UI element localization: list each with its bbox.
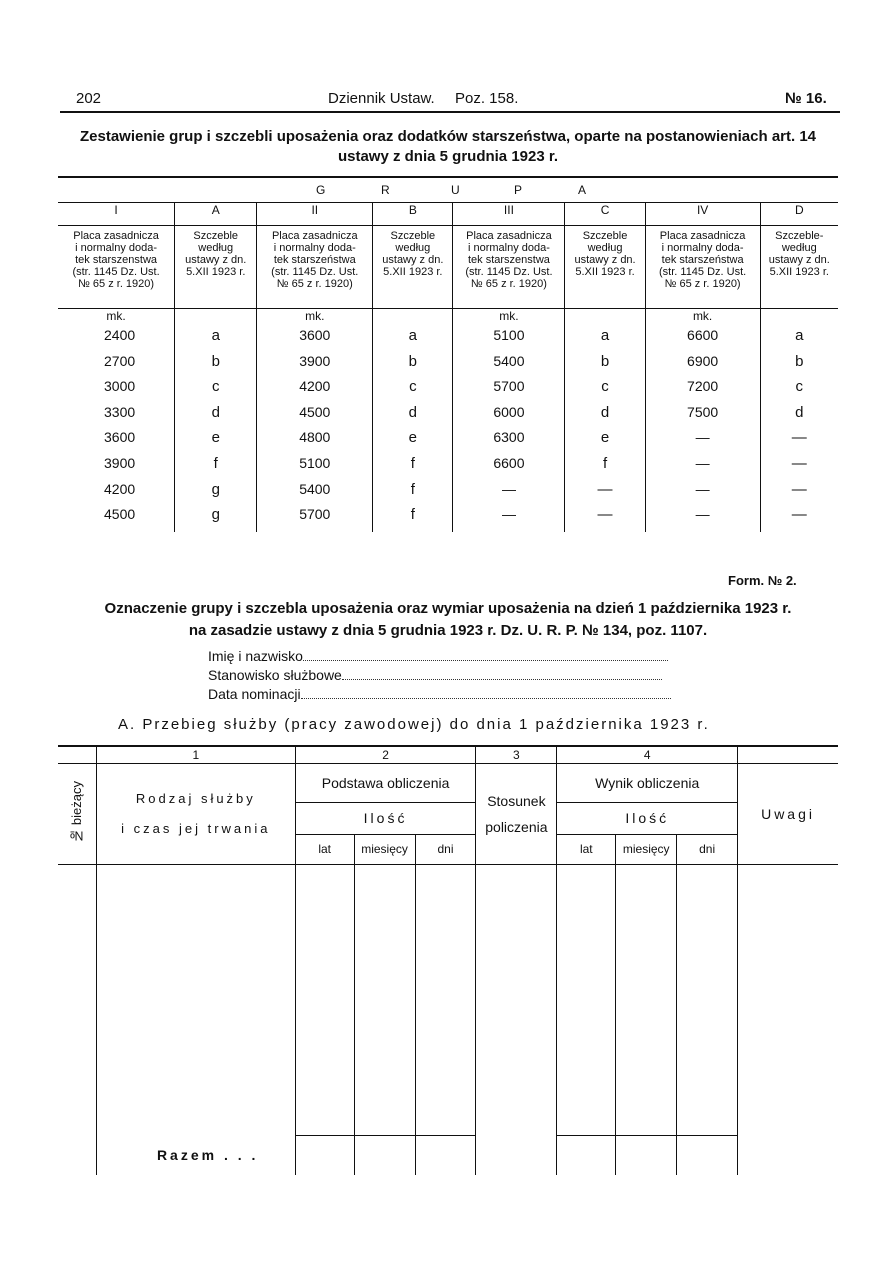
cell-text: i normalny doda- <box>75 242 158 254</box>
table-row <box>58 506 838 532</box>
unit-row <box>58 309 838 328</box>
table-cell <box>616 865 677 1136</box>
cell-text: Szczeble <box>390 230 436 242</box>
table-cell: 6300 <box>453 429 565 455</box>
cell-text: (str. 1145 Dz. Ust. <box>465 266 553 278</box>
table-cell: g <box>175 481 257 507</box>
basis-years: lat <box>295 834 354 864</box>
cell-text: 5.XII 1923 r. <box>575 266 635 278</box>
table-cell: c <box>373 378 453 404</box>
cell-text: Placa zasadnicza <box>466 230 552 242</box>
description-row <box>58 226 838 309</box>
table-cell: 6600 <box>453 455 565 481</box>
table-cell <box>738 746 838 764</box>
cell-text: według <box>781 242 817 254</box>
table-cell: — <box>645 429 760 455</box>
name-field <box>208 647 668 666</box>
table-cell: f <box>373 481 453 507</box>
table-cell: 5400 <box>453 353 565 379</box>
table-cell <box>738 865 838 1136</box>
position-number: Poz. 158. <box>455 90 519 107</box>
table-cell: 3900 <box>257 353 373 379</box>
cell-text: (str. 1145 Dz. Ust. <box>72 266 160 278</box>
cell-text: Placa zasadnicza <box>271 230 358 242</box>
cell-text: według <box>395 242 431 254</box>
desc-salary <box>645 226 760 309</box>
group-letter: A <box>578 183 587 197</box>
table-cell: 3000 <box>104 378 136 395</box>
name-line <box>303 660 668 661</box>
result-header: Wynik obliczenia <box>557 764 738 803</box>
table-cell: a <box>175 327 257 353</box>
table-cell <box>295 1135 354 1175</box>
table-cell: 4500 <box>104 506 136 523</box>
table-cell <box>738 1135 838 1175</box>
table-cell: — <box>760 506 838 532</box>
table-cell <box>557 865 616 1136</box>
col-header-a: A <box>175 203 257 226</box>
unit-label: mk. <box>453 309 565 328</box>
table-cell: e <box>565 429 645 455</box>
cell-text: № 65 z r. 1920) <box>78 278 155 290</box>
cell-text: ustawy z dn. <box>382 254 444 266</box>
table-cell: — <box>760 455 838 481</box>
form-title-line1: Oznaczenie grupy i szczebla uposażenia oraz wymiar uposażenia na dzień 1 października 1923 r. <box>104 600 792 617</box>
ratio-label-1: Stosunek <box>487 793 546 809</box>
table-cell: e <box>373 429 453 455</box>
service-label-2: i czas jej trwania <box>121 821 271 836</box>
table-cell: f <box>373 506 453 532</box>
cell-text: tek starszeństwa <box>273 254 356 266</box>
desc-salary <box>453 226 565 309</box>
table1-title: Zestawienie grup i szczebli uposażenia oraz dodatków starszeństwa, oparte na postanowieniach art. 14 ustawy z dnia 5 grudnia 1923 r. <box>79 128 817 165</box>
cell-text: według <box>198 242 234 254</box>
result-quantity: Ilość <box>557 802 738 834</box>
table-cell: — <box>565 506 645 532</box>
table-cell <box>354 1135 415 1175</box>
column-header-row <box>58 203 838 226</box>
table-cell: a <box>565 327 645 353</box>
ratio-label-2: policzenia <box>485 819 548 835</box>
cell-text: ustawy z dn. <box>185 254 247 266</box>
cell-text: i normalny doda- <box>661 242 744 254</box>
cell-text: (str. 1145 Dz. Ust. <box>659 266 747 278</box>
remarks-header: Uwagi <box>738 764 838 865</box>
position-field <box>208 666 662 685</box>
table-cell: f <box>175 455 257 481</box>
unit-label: mk. <box>645 309 760 328</box>
table-cell: 2400 <box>104 327 136 343</box>
table-cell: e <box>175 429 257 455</box>
col-header-ii: II <box>257 203 373 226</box>
unit-label: mk. <box>106 309 126 323</box>
table-cell <box>58 865 96 1136</box>
table-cell: 3300 <box>104 403 136 420</box>
table-cell: f <box>565 455 645 481</box>
table-cell: 3900 <box>104 454 136 471</box>
table-cell <box>677 865 738 1136</box>
desc-salary <box>58 226 175 309</box>
service-history-table <box>58 745 838 1175</box>
form-title-line2: na zasadzie ustawy z dnia 5 grudnia 1923 r. Dz. U. R. P. № 134, poz. 1107. <box>188 622 708 639</box>
cell-text: Placa zasadnicza <box>659 230 746 242</box>
table-row <box>58 327 838 353</box>
header-row-1 <box>58 764 838 803</box>
table-cell: c <box>175 378 257 404</box>
table-cell: 7500 <box>645 404 760 430</box>
table-cell <box>557 1135 616 1175</box>
table-cell <box>295 865 354 1136</box>
basis-quantity: Ilość <box>295 802 476 834</box>
body-row <box>58 865 838 1136</box>
nomination-label: Data nominacji <box>208 686 301 702</box>
header-rule <box>60 111 840 113</box>
table-row <box>58 404 838 430</box>
cell-text: tek starszenstwa <box>467 254 550 266</box>
desc-steps <box>175 226 257 309</box>
table-cell: 5100 <box>453 327 565 353</box>
table-cell: — <box>760 429 838 455</box>
table-cell: a <box>373 327 453 353</box>
col-number: 2 <box>295 746 476 764</box>
table-cell: 4800 <box>257 429 373 455</box>
lp-label: № bieżący <box>69 781 85 844</box>
cell-text: Szczeble <box>582 230 628 242</box>
form-number: Form. № 2. <box>728 573 797 588</box>
desc-steps <box>760 226 838 309</box>
table-cell <box>415 1135 476 1175</box>
cell-text: № 65 z r. 1920) <box>664 278 741 290</box>
table-cell: 2700 <box>104 352 136 369</box>
desc-steps <box>373 226 453 309</box>
cell-text: ustawy z dn. <box>768 254 830 266</box>
table-cell <box>415 865 476 1136</box>
service-header <box>96 764 295 865</box>
basis-days: dni <box>415 834 476 864</box>
cell-text: Szczeble <box>193 230 239 242</box>
table-cell: b <box>373 353 453 379</box>
col-header-c: C <box>565 203 645 226</box>
col-header-i: I <box>58 203 175 226</box>
col-number: 3 <box>476 746 557 764</box>
group-header <box>58 178 838 203</box>
result-years: lat <box>557 834 616 864</box>
table-cell: f <box>373 455 453 481</box>
table-row <box>58 378 838 404</box>
nomination-field <box>208 685 671 704</box>
table-cell: 4200 <box>104 480 136 497</box>
table-cell: 3600 <box>104 429 136 446</box>
cell-text: i normalny doda- <box>467 242 550 254</box>
desc-steps <box>565 226 645 309</box>
cell-text: 5.XII 1923 r. <box>186 266 246 278</box>
table-cell: 5400 <box>257 481 373 507</box>
cell-text: tek starszeństwa <box>661 254 744 266</box>
cell-text: (str. 1145 Dz. Ust. <box>271 266 359 278</box>
service-label-1: Rodzaj służby <box>135 791 256 806</box>
table-cell <box>476 1135 557 1175</box>
cell-text: № 65 z r. 1920) <box>470 278 547 290</box>
table-cell: — <box>453 481 565 507</box>
table-cell: 5700 <box>453 378 565 404</box>
table-cell <box>96 865 295 1136</box>
position-line <box>342 679 662 680</box>
table-cell: d <box>760 404 838 430</box>
position-label: Stanowisko służbowe <box>208 667 342 683</box>
cell-text: Placa zasadnicza <box>73 230 159 242</box>
table-cell: c <box>760 378 838 404</box>
table-cell: d <box>373 404 453 430</box>
table-cell: — <box>645 481 760 507</box>
table-cell <box>175 309 257 328</box>
table-cell: 4500 <box>257 404 373 430</box>
total-row <box>58 1135 838 1175</box>
cell-text: 5.XII 1923 r. <box>769 266 829 278</box>
journal-title: Dziennik Ustaw. <box>328 90 435 107</box>
table-cell: 6000 <box>453 404 565 430</box>
table-cell: 6900 <box>645 353 760 379</box>
cell-text: według <box>587 242 623 254</box>
table-cell: g <box>175 506 257 532</box>
basis-months: miesięcy <box>354 834 415 864</box>
basis-header: Podstawa obliczenia <box>295 764 476 803</box>
table-cell <box>58 1135 96 1175</box>
table-cell <box>58 746 96 764</box>
table-cell <box>760 309 838 328</box>
ratio-header <box>476 764 557 865</box>
table-cell: b <box>175 353 257 379</box>
table-row <box>58 455 838 481</box>
table-cell: — <box>645 506 760 532</box>
cell-text: № 65 z r. 1920) <box>276 278 353 290</box>
table-cell <box>476 865 557 1136</box>
group-row <box>58 178 838 203</box>
table-cell: 5100 <box>257 455 373 481</box>
table-cell: b <box>760 353 838 379</box>
page-number: 202 <box>76 90 102 107</box>
table-row <box>58 353 838 379</box>
desc-salary <box>257 226 373 309</box>
result-months: miesięcy <box>616 834 677 864</box>
table-cell: — <box>645 455 760 481</box>
table-row <box>58 481 838 507</box>
table-cell <box>677 1135 738 1175</box>
lp-header <box>58 764 96 865</box>
result-days: dni <box>677 834 738 864</box>
cell-text: Szczeble- <box>775 230 824 242</box>
col-number: 4 <box>557 746 738 764</box>
col-header-iii: III <box>453 203 565 226</box>
col-header-d: D <box>760 203 838 226</box>
table-cell: — <box>760 481 838 507</box>
table-cell <box>373 309 453 328</box>
column-number-row <box>58 746 838 764</box>
table-cell <box>616 1135 677 1175</box>
cell-text: ustawy z dn. <box>574 254 636 266</box>
table-cell: 4200 <box>257 378 373 404</box>
table-cell: — <box>565 481 645 507</box>
col-header-iv: IV <box>645 203 760 226</box>
table-cell: d <box>565 404 645 430</box>
table-cell: a <box>760 327 838 353</box>
group-letter: P <box>514 183 523 197</box>
table-row <box>58 429 838 455</box>
table-cell: — <box>453 506 565 532</box>
unit-label: mk. <box>257 309 373 328</box>
total-label <box>96 1135 295 1175</box>
nomination-line <box>301 698 671 699</box>
table-cell: 3600 <box>257 327 373 353</box>
name-label: Imię i nazwisko <box>208 648 303 664</box>
cell-text: tek starszenstwa <box>75 254 158 266</box>
table-cell: b <box>565 353 645 379</box>
table-cell: 6600 <box>645 327 760 353</box>
col-header-b: B <box>373 203 453 226</box>
cell-text: 5.XII 1923 r. <box>383 266 443 278</box>
table-cell: 7200 <box>645 378 760 404</box>
table-cell: c <box>565 378 645 404</box>
group-letter: U <box>451 183 461 197</box>
col-number: 1 <box>96 746 295 764</box>
cell-text: i normalny doda- <box>273 242 356 254</box>
table-cell <box>354 865 415 1136</box>
table-cell: 5700 <box>257 506 373 532</box>
issue-number: № 16. <box>785 90 827 107</box>
group-letter: R <box>381 183 391 197</box>
salary-groups-table <box>58 178 838 532</box>
table-cell <box>565 309 645 328</box>
cell-text: Razem . . . <box>156 1147 259 1163</box>
group-letter: G <box>316 183 326 197</box>
section-a-title: A. Przebieg służby (pracy zawodowej) do dnia 1 października 1923 r. <box>118 716 710 733</box>
table-cell: d <box>175 404 257 430</box>
